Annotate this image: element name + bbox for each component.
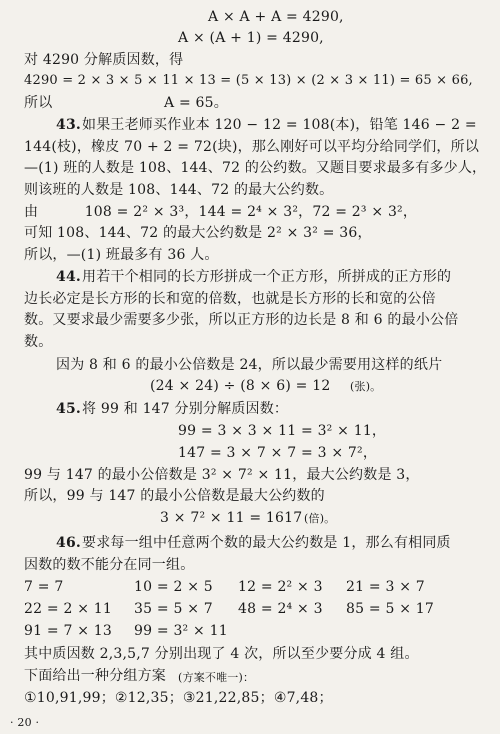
equation: (24 × 24) ÷ (8 × 6) = 12 [150,378,331,394]
text-line: 因为 8 和 6 的最小公倍数是 24，所以最少需要用这样的纸片 [56,357,443,373]
page-number: · 20 · [10,716,40,729]
text-line: 如果王老师买作业本 120 − 12 = 108(本)，铅笔 146 − 2 = [82,117,477,133]
text-line: 下面给出一种分组方案 [24,668,166,684]
equation: 147 = 3 × 7 × 7 = 3 × 7²， [178,445,378,461]
text-line: 边长必定是长方形的长和宽的倍数，也就是长方形的长和宽的公倍 [24,291,436,307]
factor-cell: 85 = 5 × 17 [346,601,434,617]
text-line: A × (A + 1) = 4290, [178,30,324,46]
text-line: 数。 [24,334,53,350]
text-line: 要求每一组中任意两个数的最大公约数是 1，那么有相同质 [82,535,451,551]
text-line: 4290 = 2 × 3 × 5 × 11 × 13 = (5 × 13) × (2 × 3 × 11) = 65 × 66, [24,73,473,88]
text-line: 将 99 和 147 分别分解质因数： [82,401,289,417]
text-line: 对 4290 分解质因数，得 [24,52,184,68]
factor-cell: 10 = 2 × 5 [134,579,213,595]
equation: 99 = 3 × 3 × 11 = 3² × 11， [178,423,387,439]
factor-cell: 48 = 2⁴ × 3 [238,601,323,617]
text-line: 可知 108、144、72 的最大公约数是 2² × 3² = 36， [24,225,372,241]
text-line: A × A + A = 4290, [208,9,344,25]
text-line: 其中质因数 2,3,5,7 分别出现了 4 次，所以至少要分成 4 组。 [24,646,419,662]
text-line: 因数的数不能分在同一组。 [24,557,195,573]
factor-cell: 91 = 7 × 13 [24,623,112,639]
text-line: 所以，—(1) 班最多有 36 人。 [24,247,219,263]
text-line: 用若干个相同的长方形拼成一个正方形，所拼成的正方形的 [82,269,452,285]
text-line: 则该班的人数是 108、144、72 的最大公约数。 [24,182,334,198]
text-line: 数。又要求最少需要多少张，所以正方形的边长是 8 和 6 的最小公倍 [24,312,459,328]
problem-number: 46. [56,535,81,551]
text-line: 所以，99 与 147 的最小公倍数是最大公约数的 [24,488,325,504]
text-line: 所以 A = 65。 [24,95,228,111]
text-line: 由 108 = 2² × 3³，144 = 2⁴ × 3²，72 = 2³ × 3²， [24,204,418,220]
problem-number: 44. [56,269,81,285]
factor-cell: 7 = 7 [24,579,64,595]
note: (方案不唯一)： [178,671,255,684]
factor-cell: 21 = 3 × 7 [346,579,425,595]
factor-cell: 99 = 3² × 11 [134,623,228,639]
unit-label: (张)。 [350,380,382,393]
problem-number: 43. [56,117,81,133]
equation: 3 × 7² × 11 = 1617 [160,510,303,526]
problem-number: 45. [56,401,81,417]
text-line: ①10,91,99；②12,35；③21,22,85；④7,48； [24,690,333,706]
unit-label: (倍)。 [304,512,336,525]
text-line: 144(枝)，橡皮 70 + 2 = 72(块)，那么刚好可以平均分给同学们，所以 [24,139,480,155]
factor-cell: 22 = 2 × 11 [24,601,112,617]
text-line: 99 与 147 的最小公倍数是 3² × 7² × 11，最大公约数是 3， [24,467,420,483]
factor-cell: 12 = 2² × 3 [238,579,323,595]
factor-cell: 35 = 5 × 7 [134,601,213,617]
text-line: —(1) 班的人数是 108、144、72 的公约数。又题目要求最多有多少人， [24,160,487,176]
